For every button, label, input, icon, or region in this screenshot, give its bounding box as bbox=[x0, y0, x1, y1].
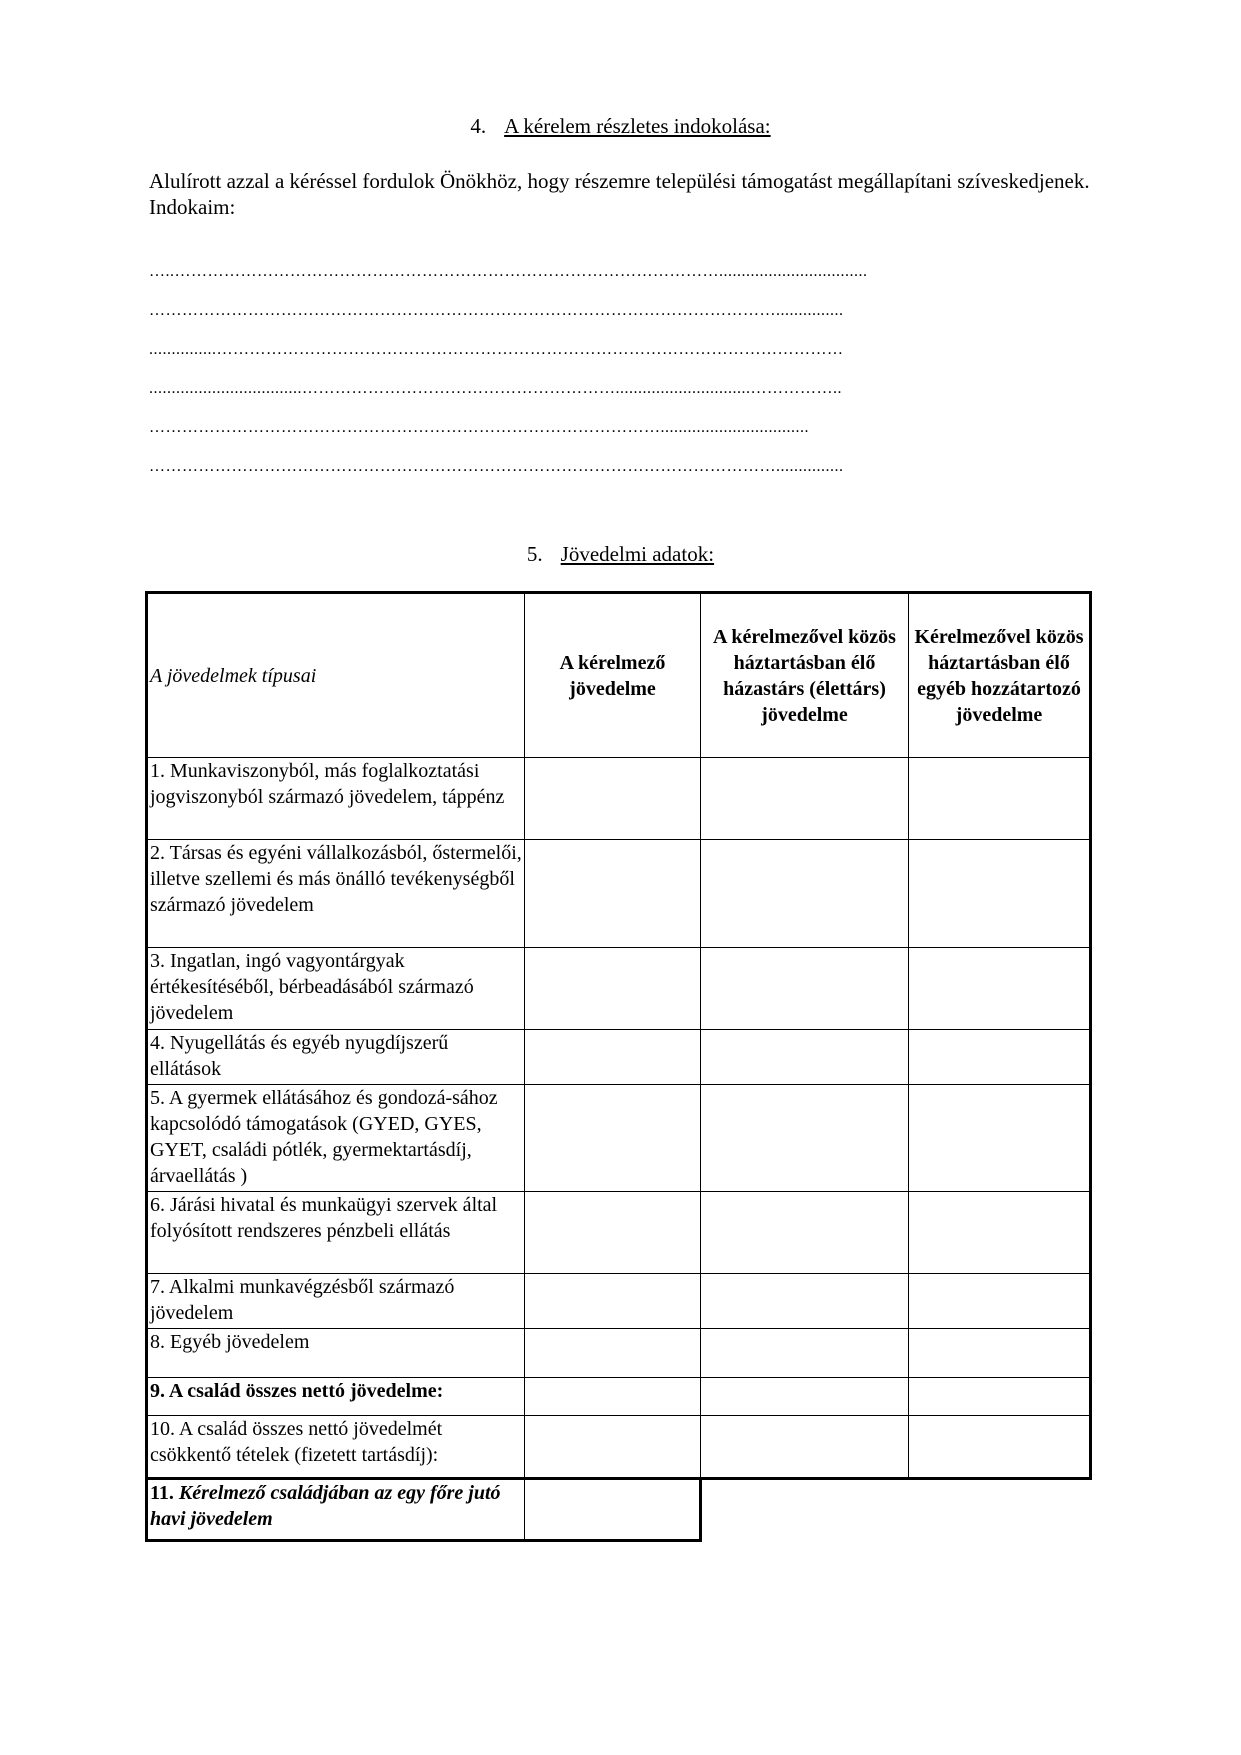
cell-spouse[interactable] bbox=[701, 758, 909, 840]
row-label-district-office: 6. Járási hivatal és munkaügyi szervek által folyósított rendszeres pénzbeli ellátás bbox=[147, 1192, 525, 1274]
reason-line-2[interactable]: ……………………………………………………………………………………………………............... bbox=[149, 302, 844, 319]
header-row bbox=[147, 593, 1091, 758]
total-prefix: 9. bbox=[150, 1380, 165, 1402]
cell-spouse[interactable] bbox=[701, 1030, 909, 1085]
cell-applicant[interactable] bbox=[525, 948, 701, 1030]
total-label: A család összes nettó jövedelme: bbox=[165, 1380, 444, 1402]
table-row bbox=[147, 1030, 1091, 1085]
cell-other[interactable] bbox=[909, 1274, 1091, 1329]
cell-applicant[interactable] bbox=[525, 758, 701, 840]
header-other-relative-income: Kérelmezővel közös háztartásban élő egyéb hozzátartozó jövedelme bbox=[909, 593, 1091, 758]
cell-spouse[interactable] bbox=[701, 948, 909, 1030]
row-label-per-capita bbox=[147, 1479, 525, 1541]
section-5-heading bbox=[0, 541, 1241, 567]
table-row bbox=[147, 840, 1091, 948]
cell-spouse[interactable] bbox=[701, 1192, 909, 1274]
cell-applicant[interactable] bbox=[525, 1085, 701, 1192]
cell-spouse[interactable] bbox=[701, 1085, 909, 1192]
row-label-pension: 4. Nyugellátás és egyéb nyugdíjszerű ellátások bbox=[147, 1030, 525, 1085]
deductions-row bbox=[147, 1416, 1091, 1479]
row-label-total bbox=[147, 1378, 525, 1416]
row-label-casual-work: 7. Alkalmi munkavégzésből származó jövedelem bbox=[147, 1274, 525, 1329]
row-label-other-income: 8. Egyéb jövedelem bbox=[147, 1329, 525, 1378]
section-5-number: 5. bbox=[526, 542, 543, 566]
reason-line-5[interactable]: …………………………………………………………………………………................................. bbox=[149, 419, 809, 436]
section-4-title: A kérelem részletes indokolása: bbox=[504, 114, 771, 138]
table-row bbox=[147, 1329, 1091, 1378]
table-row bbox=[147, 1274, 1091, 1329]
income-table bbox=[145, 591, 1092, 1542]
reasons-label: Indokaim: bbox=[149, 195, 236, 219]
cell-other[interactable] bbox=[909, 1030, 1091, 1085]
cell-spouse[interactable] bbox=[701, 1274, 909, 1329]
row-label-property: 3. Ingatlan, ingó vagyontárgyak értékesítéséből, bérbeadásából származó jövedelem bbox=[147, 948, 525, 1030]
per-capita-prefix: 11. bbox=[150, 1482, 174, 1504]
cell-applicant[interactable] bbox=[525, 1274, 701, 1329]
table-row bbox=[147, 758, 1091, 840]
reason-line-6[interactable]: ……………………………………………………………………………………………………............... bbox=[149, 458, 844, 475]
section-5-title: Jövedelmi adatok: bbox=[560, 542, 715, 566]
cell-spouse[interactable] bbox=[701, 1416, 909, 1479]
cell-other[interactable] bbox=[909, 1085, 1091, 1192]
cell-spouse[interactable] bbox=[701, 840, 909, 948]
cell-spouse[interactable] bbox=[701, 1329, 909, 1378]
table-row bbox=[147, 1192, 1091, 1274]
cell-applicant[interactable] bbox=[525, 1192, 701, 1274]
cell-other[interactable] bbox=[909, 1329, 1091, 1378]
request-intro-text: Alulírott azzal a kéréssel fordulok Önökhöz, hogy részemre települési támogatást megállapítani szíveskedjenek. bbox=[149, 169, 1090, 193]
cell-other[interactable] bbox=[909, 840, 1091, 948]
header-applicant-income: A kérelmező jövedelme bbox=[525, 593, 701, 758]
cell-other[interactable] bbox=[909, 1378, 1091, 1416]
cell-applicant[interactable] bbox=[525, 1030, 701, 1085]
blank-cell bbox=[909, 1479, 1091, 1541]
header-spouse-income: A kérelmezővel közös háztartásban élő házastárs (élettárs) jövedelme bbox=[701, 593, 909, 758]
cell-spouse[interactable] bbox=[701, 1378, 909, 1416]
reason-line-1[interactable]: …..………………………………………………………………………………………................................. bbox=[149, 263, 868, 280]
blank-cell bbox=[701, 1479, 909, 1541]
table-row bbox=[147, 948, 1091, 1030]
request-intro bbox=[149, 168, 1099, 220]
section-4-heading bbox=[0, 113, 1241, 139]
row-label-child-support: 5. A gyermek ellátásához és gondozá-sához kapcsolódó támogatások (GYED, GYES, GYET, családi pótlék, gyermektartásdíj, árvaellátás ) bbox=[147, 1085, 525, 1192]
cell-other[interactable] bbox=[909, 948, 1091, 1030]
cell-applicant[interactable] bbox=[525, 1329, 701, 1378]
cell-applicant[interactable] bbox=[525, 1416, 701, 1479]
total-row bbox=[147, 1378, 1091, 1416]
header-income-type: A jövedelmek típusai bbox=[147, 593, 525, 758]
reason-line-4[interactable]: ..................................…………………………………………………..............................…………….. bbox=[149, 380, 842, 397]
cell-other[interactable] bbox=[909, 758, 1091, 840]
row-label-enterprise: 2. Társas és egyéni vállalkozásból, őstermelői, illetve szellemi és más önálló tevékenységből származó jövedelem bbox=[147, 840, 525, 948]
table-row bbox=[147, 1085, 1091, 1192]
cell-other[interactable] bbox=[909, 1192, 1091, 1274]
cell-other[interactable] bbox=[909, 1416, 1091, 1479]
reason-line-3[interactable]: ...............…………………………………………………………………………………………………… bbox=[149, 341, 844, 358]
cell-applicant[interactable] bbox=[525, 840, 701, 948]
cell-applicant[interactable] bbox=[525, 1378, 701, 1416]
section-4-number: 4. bbox=[470, 114, 487, 138]
row-label-employment: 1. Munkaviszonyból, más foglalkoztatási jogviszonyból származó jövedelem, táppénz bbox=[147, 758, 525, 840]
cell-per-capita-value[interactable] bbox=[525, 1479, 701, 1541]
per-capita-label: Kérelmező családjában az egy főre jutó havi jövedelem bbox=[150, 1482, 501, 1530]
row-label-deductions: 10. A család összes nettó jövedelmét csökkentő tételek (fizetett tartásdíj): bbox=[147, 1416, 525, 1479]
per-capita-row bbox=[147, 1479, 1091, 1541]
